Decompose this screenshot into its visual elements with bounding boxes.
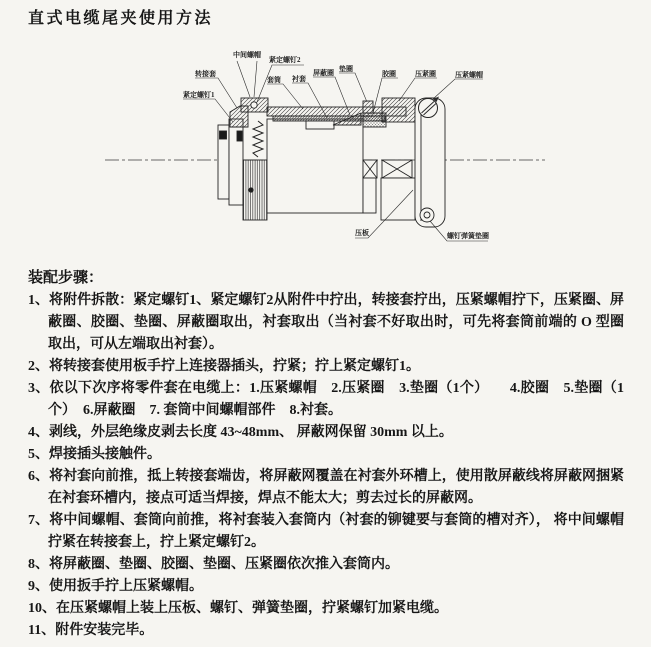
step-text: 在压紧螺帽上装上压板、螺钉、弹簧垫圈，拧紧螺钉加紧电缆。 [56, 601, 448, 616]
step-number: 1、 [28, 293, 50, 308]
step-number: 10、 [28, 601, 56, 616]
assembly-step-7 [28, 510, 624, 554]
cross-section-drawing [100, 35, 560, 265]
step-text: 剥线，外层绝缘皮剥去长度 43~48mm、 屏蔽网保留 30mm 以上。 [49, 425, 453, 440]
diagram-label-liner: 衬套 [292, 75, 306, 83]
assembly-step-11 [28, 620, 624, 642]
step-number: 5、 [28, 447, 49, 462]
diagram-label-adapter-sleeve: 转接套 [195, 70, 216, 78]
diagram-label-rubber-ring: 胶圈 [382, 70, 396, 78]
diagram-label-set-screw-1: 紧定螺钉1 [183, 91, 215, 99]
step-text: 将中间螺帽、套筒向前推，将衬套装入套筒内（衬套的铆键要与套筒的槽对齐）， 将中间螺帽拧紧在转接套上，拧上紧定螺钉2。 [48, 513, 625, 550]
assembly-step-3 [28, 378, 624, 422]
step-text: 附件安装完毕。 [55, 623, 154, 638]
step-text: 使用扳手拧上压紧螺帽。 [49, 579, 203, 594]
step-number: 3、 [28, 381, 50, 396]
step-text: 将屏蔽圈、垫圈、胶圈、垫圈、压紧圈依次推入套筒内。 [49, 557, 399, 572]
connector-body [218, 98, 445, 227]
diagram-label-washer: 垫圈 [339, 65, 353, 73]
assembly-step-4 [28, 422, 624, 444]
step-number: 7、 [28, 513, 50, 528]
assembly-step-6 [28, 466, 624, 510]
step-text: 将附件拆散：紧定螺钉1、紧定螺钉2从附件中拧出，转接套拧出，压紧螺帽拧下，压紧圈、屏蔽圈、胶圈、垫圈、屏蔽圈取出，衬套取出（当衬套不好取出时，可先将套筒前端的 O 型圈取出，可从左端取出衬套）。 [48, 293, 624, 352]
step-text: 将衬套向前推，抵上转接套端齿，将屏蔽网覆盖在衬套外环槽上，使用散屏蔽线将屏蔽网捆紧在衬套环槽内，接点可适当焊接，焊点不能太大；剪去过长的屏蔽网。 [48, 469, 625, 506]
step-number: 6、 [28, 469, 50, 484]
diagram-label-press-plate: 压板 [355, 229, 369, 237]
step-number: 4、 [28, 425, 49, 440]
assembly-step-9 [28, 576, 624, 598]
step-text: 将转接套使用板手拧上连接器插头，拧紧；拧上紧定螺钉1。 [49, 359, 420, 374]
diagram-label-middle-nut: 中间螺帽 [233, 51, 261, 59]
diagram-label-set-screw-2: 紧定螺钉2 [269, 56, 301, 64]
cable-clamp-diagram [100, 35, 560, 265]
diagram-label-shield-ring: 屏蔽圈 [313, 69, 334, 77]
step-number: 11、 [28, 623, 56, 638]
page-title: 直式电缆尾夹使用方法 [28, 10, 214, 27]
diagram-label-press-nut: 压紧螺帽 [455, 71, 483, 79]
step-text: 依以下次序将零件套在电缆上：1.压紧螺帽 2.压紧圈 3.垫圈（1个） 4.胶圈 5.垫圈（1个） 6.屏蔽圈 7. 套筒中间螺帽部件 8.衬套。 [48, 381, 625, 418]
diagram-label-press-ring: 压紧圈 [415, 70, 436, 78]
step-number: 8、 [28, 557, 49, 572]
assembly-step-10 [28, 598, 624, 620]
assembly-steps-heading: 装配步骤： [28, 270, 104, 286]
step-number: 2、 [28, 359, 49, 374]
assembly-step-8 [28, 554, 624, 576]
assembly-step-2 [28, 356, 624, 378]
assembly-steps-section [28, 266, 624, 642]
assembly-step-5 [28, 444, 624, 466]
step-text: 焊接插头接触件。 [49, 447, 161, 462]
assembly-step-1 [28, 290, 624, 356]
step-number: 9、 [28, 579, 49, 594]
diagram-label-screw-spring-washer: 螺钉弹簧垫圈 [447, 232, 489, 240]
diagram-label-sleeve: 套筒 [267, 76, 281, 84]
